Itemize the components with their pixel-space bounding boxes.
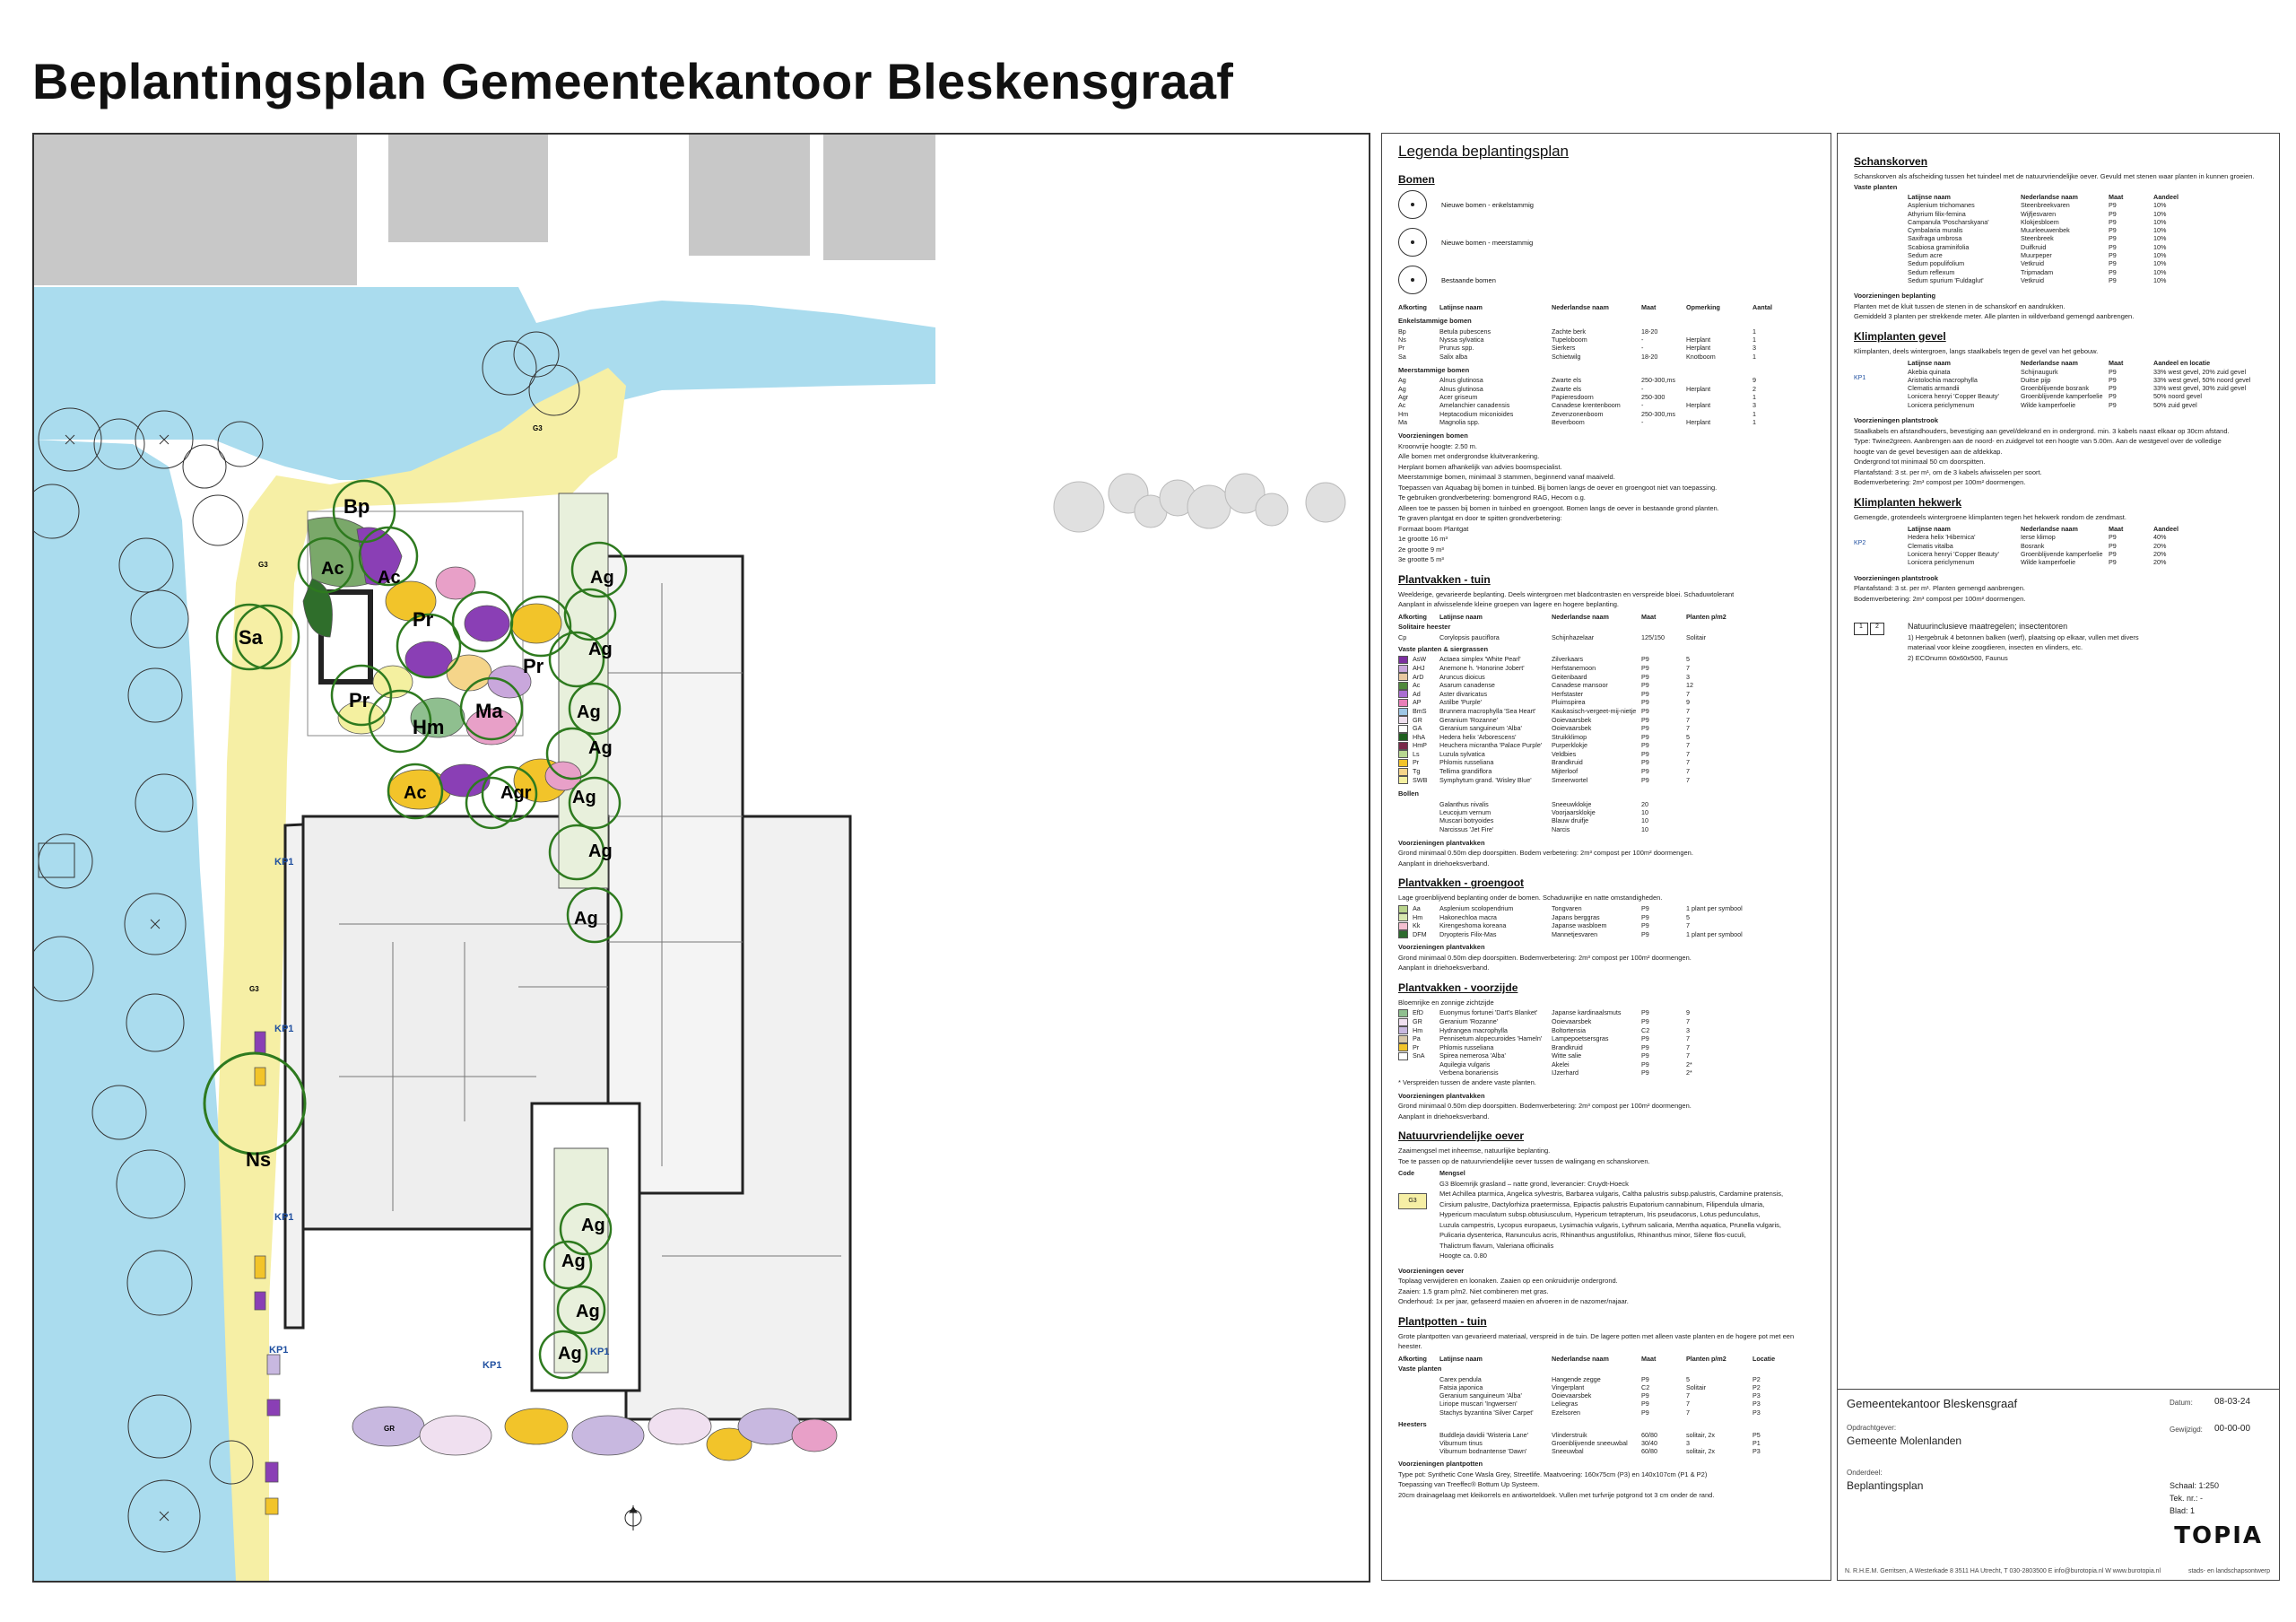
tuin-solitair-label: Solitaire heester bbox=[1398, 623, 1451, 632]
table-row: Sedum spurium 'Fuldaglut' Vetkruid P9 10% bbox=[1908, 275, 2167, 284]
table-row: Galanthus nivalis Sneeuwklokje 20 bbox=[1439, 799, 1648, 808]
color-swatch bbox=[1398, 690, 1408, 698]
text-line: Toepassing van Treeffec® Bottum Up Systeem. bbox=[1398, 1480, 1540, 1489]
text-line: Te graven plantgat en door te spitten grondverbetering: bbox=[1398, 514, 1562, 523]
potten-voorz-title: Voorzieningen plantpotten bbox=[1398, 1460, 1483, 1469]
color-swatch bbox=[1398, 682, 1408, 690]
tb-onderdeel-label: Onderdeel: bbox=[1847, 1469, 1883, 1477]
table-row: Bp Betula pubescens Zachte berk 18-20 1 bbox=[1398, 327, 1756, 336]
color-swatch bbox=[1398, 905, 1408, 913]
plant-row: Hm Hakonechloa macra Japans berggras P9 5 bbox=[1398, 913, 1818, 922]
table-row: Viburnum tinus Groenblijvende sneeuwbal 30/40 3 P1 bbox=[1439, 1438, 1761, 1447]
table-row: Cymbalaria muralis Muurleeuwenbek P9 10% bbox=[1908, 226, 2167, 235]
water-canal-side bbox=[34, 440, 245, 1581]
tuin-desc bbox=[1398, 590, 1818, 609]
table-row: Athyrium filix-femina Wijfjesvaren P9 10% bbox=[1908, 209, 2167, 218]
bollen-label: Bollen bbox=[1398, 789, 1419, 798]
symbol-existing: Bestaande bomen bbox=[1398, 266, 1818, 294]
plant-row: AHJ Anemone h. 'Honorine Jobert' Herfstanemoon P9 7 bbox=[1398, 664, 1818, 673]
color-swatch bbox=[1398, 913, 1408, 921]
color-swatch bbox=[1398, 733, 1408, 741]
oever-header: Code Mengsel bbox=[1398, 1169, 1465, 1178]
existing-building-3 bbox=[689, 135, 810, 256]
color-swatch bbox=[1398, 1035, 1408, 1043]
label-hm: Hm bbox=[413, 716, 445, 738]
plant-row: GA Geranium sanguineum 'Alba' Ooievaarsbek P9 7 bbox=[1398, 724, 1818, 733]
text-line: Aanplant in driehoeksverband. bbox=[1398, 859, 1490, 868]
color-swatch bbox=[1398, 725, 1408, 733]
table-row: Fatsia japonica Vingerplant C2 Solitair P2 bbox=[1439, 1382, 1761, 1391]
klimgevel-voorz bbox=[1854, 427, 2266, 487]
text-line: Luzula campestris, Lycopus europaeus, Lysimachia vulgaris, Lythrum salicaria, Mentha aquatica, Prunella vulgaris, bbox=[1439, 1220, 1782, 1229]
legend-title: Legenda beplantingsplan bbox=[1398, 143, 1570, 160]
natuur-block bbox=[1854, 621, 2266, 664]
kp2-code: KP2 bbox=[1854, 540, 1866, 547]
existing-building-1 bbox=[34, 135, 357, 285]
oever-voorz-title: Voorzieningen oever bbox=[1398, 1266, 1465, 1275]
tb-project: Gemeentekantoor Bleskensgraaf bbox=[1847, 1397, 2018, 1410]
text-line: Formaat boom Plantgat bbox=[1398, 524, 1469, 533]
oever-row bbox=[1398, 1178, 1818, 1262]
text-line: Gemiddeld 3 planten per strekkende meter. Alle planten in wildverband gemengd aanbrengen. bbox=[1854, 312, 2135, 321]
groengoot-strip-east bbox=[559, 493, 608, 888]
plant-row: GR Geranium 'Rozanne' Ooievaarsbek P9 7 bbox=[1398, 716, 1818, 725]
klimhek-desc: Gemengde, grotendeels wintergroene klimplanten tegen het hekwerk rondom de zendmast. bbox=[1854, 512, 2126, 521]
table-row: Geranium sanguineum 'Alba' Ooievaarsbek P9 7 P3 bbox=[1439, 1391, 1761, 1400]
klimhek-rows bbox=[1908, 533, 2252, 566]
klimhek-body bbox=[1854, 533, 2266, 566]
table-row: Lonicera henryi 'Copper Beauty' Groenblijvende kamperfoelie P9 50% noord gevel bbox=[1908, 392, 2202, 401]
label-ag-3: Ag bbox=[577, 702, 601, 722]
table-row: Buddleja davidii 'Wisteria Lane' Vlinderstruik 60/80 solitair, 2x P5 bbox=[1439, 1430, 1761, 1439]
tb-opdrachtgever-label: Opdrachtgever: bbox=[1847, 1424, 1897, 1432]
bomen-rows1 bbox=[1398, 327, 1818, 361]
text-line: Staalkabels en afstandhouders, bevestiging aan gevel/dekrand en in ondergrond. min. 3 kabels naast elkaar op 30cm afstand. bbox=[1854, 426, 2230, 435]
plant-row: Ls Luzula sylvatica Veldbies P9 7 bbox=[1398, 750, 1818, 759]
plant-row: SWB Symphytum grand. 'Wisley Blue' Smeerwortel P9 7 bbox=[1398, 776, 1818, 785]
schans-voorz bbox=[1854, 302, 2266, 321]
text-line: Meerstammige bomen, minimaal 3 stammen, beginnend vanaf maaiveld. bbox=[1398, 473, 1615, 482]
label-ac-2: Ac bbox=[378, 568, 401, 588]
label-ac-3: Ac bbox=[404, 783, 427, 803]
natuur-code-1: 1 bbox=[1854, 623, 1868, 635]
text-line: Aanplant in driehoeksverband. bbox=[1398, 1112, 1490, 1121]
plant-row: Pa Pennisetum alopecuroides 'Hameln' Lampepoetsersgras P9 7 bbox=[1398, 1034, 1818, 1043]
label-kp1-f: KP1 bbox=[483, 1360, 502, 1371]
klimhek-voorz-title: Voorzieningen plantstrook bbox=[1854, 573, 1939, 582]
label-bp: Bp bbox=[344, 495, 370, 518]
map-drawing bbox=[34, 135, 1369, 1581]
label-g3-c: G3 bbox=[249, 985, 259, 993]
text-line: Toplaag verwijderen en loonaken. Zaaien op een onkruidvrije ondergrond. bbox=[1398, 1277, 1618, 1286]
klimhek-heading: Klimplanten hekwerk bbox=[1854, 495, 1962, 509]
g3-swatch: G3 bbox=[1398, 1193, 1427, 1209]
label-pr-2: Pr bbox=[523, 655, 544, 677]
potten-table-header: Afkorting Latijnse naam Nederlandse naam Maat Planten p/m2 Locatie bbox=[1398, 1354, 1776, 1363]
text-line: Type pot: Synthetic Cone Wasla Grey, Streetlife. Maatvoering: 160x75cm (P3) en 140x107cm (P1 & P2) bbox=[1398, 1469, 1708, 1478]
legend-panel bbox=[1381, 133, 1831, 1581]
text-line: Hypericum maculatum subsp.obtusiusculum, Hypericum tetrapterum, Iris pseudacorus, Lotus pedunculatus, bbox=[1439, 1210, 1761, 1219]
table-row: Saxifraga umbrosa Steenbreek P9 10% bbox=[1908, 234, 2167, 243]
table-row: Stachys byzantina 'Silver Carpet' Ezelsoren P9 7 P3 bbox=[1439, 1408, 1761, 1417]
label-ag-10: Ag bbox=[576, 1302, 600, 1321]
text-line: hoogte van de gevel bevestigen aan de afdekkap. bbox=[1854, 447, 2003, 456]
plant-row: Ad Aster divaricatus Herfstaster P9 7 bbox=[1398, 690, 1818, 699]
label-ag-4: Ag bbox=[588, 738, 613, 758]
table-row: Ag Alnus glutinosa Zwarte els - Herplant 2 bbox=[1398, 384, 1756, 393]
tb-gewijzigd: 00-00-00 bbox=[2214, 1424, 2251, 1434]
table-row: Leucojum vernum Voorjaarsklokje 10 bbox=[1439, 808, 1648, 817]
tuin-rows bbox=[1398, 655, 1818, 784]
table-row: Cp Corylopsis pauciflora Schijnhazelaar 125/150 Solitair bbox=[1398, 632, 1706, 641]
text-line: Grond minimaal 0.50m diep doorspitten. Bodemverbetering: 2m³ compost per 100m² doormengen. bbox=[1398, 1102, 1692, 1111]
label-sa: Sa bbox=[239, 626, 263, 649]
oever-desc bbox=[1398, 1147, 1818, 1165]
bomen-group2: Meerstammige bomen bbox=[1398, 365, 1470, 374]
plant-row: Aquilegia vulgaris Akelei P9 2* bbox=[1439, 1060, 1692, 1068]
table-row: Ma Magnolia spp. Beverboom - Herplant 1 bbox=[1398, 417, 1756, 426]
table-row: Ns Nyssa sylvatica Tupeloboom - Herplant 1 bbox=[1398, 336, 1756, 344]
table-row: Sa Salix alba Schietwilg 18-20 Knotboom 1 bbox=[1398, 352, 1756, 361]
label-ag-1: Ag bbox=[590, 568, 614, 588]
voorzijde-rows bbox=[1398, 1008, 1818, 1077]
table-row: Sedum populifolium Vetkruid P9 10% bbox=[1908, 259, 2167, 268]
groengoot-voorz bbox=[1398, 954, 1818, 972]
color-swatch bbox=[1398, 759, 1408, 767]
schans-desc: Schanskorven als afscheiding tussen het tuindeel met de natuurvriendelijke oever. Gevuld met stenen waar planten in kunnen groeien. bbox=[1854, 172, 2255, 180]
label-g3-b: G3 bbox=[533, 424, 543, 432]
label-pr-3: Pr bbox=[349, 689, 370, 711]
text-line: Herplant bomen afhankelijk van advies boomspecialist. bbox=[1398, 462, 1562, 471]
schans-voorz-title: Voorzieningen beplanting bbox=[1854, 292, 1936, 301]
table-row: Ac Amelanchier canadensis Canadese krentenboom - Herplant 3 bbox=[1398, 401, 1756, 410]
klimgevel-rows bbox=[1908, 368, 2252, 409]
text-line: Alle bomen met ondergrondse kluitverankering. bbox=[1398, 452, 1540, 461]
label-gr: GR bbox=[384, 1425, 395, 1433]
text-line: Plantafstand: 3 st. per m¹. Planten gemengd aanbrengen. bbox=[1854, 584, 2025, 593]
groengoot-heading: Plantvakken - groengoot bbox=[1398, 876, 1525, 890]
text-line: Weelderige, gevarieerde beplanting. Deels wintergroen met bladcontrasten en verspreide bloei. Schaduwtolerant bbox=[1398, 589, 1735, 598]
existing-building-4 bbox=[823, 135, 935, 260]
schans-heading: Schanskorven bbox=[1854, 155, 1928, 168]
plant-row: ArD Aruncus dioicus Geitenbaard P9 3 bbox=[1398, 673, 1818, 682]
text-line: 3e grootte 5 m³ bbox=[1398, 555, 1444, 564]
text-line: 1e grootte 16 m³ bbox=[1398, 535, 1448, 544]
title-block bbox=[1837, 1389, 2280, 1581]
tb-onderdeel: Beplantingsplan bbox=[1847, 1479, 1924, 1492]
klimhek-header: Latijnse naam Nederlandse naam Maat Aandeel bbox=[1908, 525, 2179, 534]
symbol-multi-trunk: Nieuwe bomen - meerstammig bbox=[1398, 228, 1818, 257]
schans-rows bbox=[1854, 201, 2266, 284]
color-swatch bbox=[1398, 716, 1408, 724]
text-line: Ondergrond tot minimaal 50 cm doorspitten. bbox=[1854, 458, 1986, 467]
table-row: Scabiosa graminifolia Duifkruid P9 10% bbox=[1908, 242, 2167, 251]
oever-heading: Natuurvriendelijke oever bbox=[1398, 1129, 1525, 1143]
text-line: Aanplant in driehoeksverband. bbox=[1398, 964, 1490, 972]
table-row: Sedum acre Muurpeper P9 10% bbox=[1908, 251, 2167, 260]
north-arrow-icon bbox=[625, 1505, 641, 1530]
oever-mengsel bbox=[1439, 1178, 1816, 1262]
color-swatch bbox=[1398, 656, 1408, 664]
label-ag-5: Ag bbox=[572, 788, 596, 807]
plant-row: Tg Tellima grandiflora Mijterloof P9 7 bbox=[1398, 767, 1818, 776]
text-line: Toe te passen op de natuurvriendelijke oever tussen de walingang en schanskorven. bbox=[1398, 1156, 1650, 1165]
groengoot-rows bbox=[1398, 904, 1818, 938]
text-line: Zaaimengsel met inheemse, natuurlijke beplanting. bbox=[1398, 1147, 1551, 1155]
color-swatch bbox=[1398, 750, 1408, 758]
table-row: Carex pendula Hangende zegge P9 5 P2 bbox=[1439, 1374, 1761, 1383]
bomen-table-header: Afkorting Latijnse naam Nederlandse naam Maat Opmerking Aantal bbox=[1398, 303, 1772, 311]
text-line: Thalictrum flavum, Valeriana officinalis bbox=[1439, 1241, 1554, 1250]
plant-row: Kk Kirengeshoma koreana Japanse wasbloem P9 7 bbox=[1398, 921, 1818, 930]
color-swatch bbox=[1398, 930, 1408, 938]
label-kp1-c: KP1 bbox=[274, 1212, 294, 1223]
tb-blad: Blad: 1 bbox=[2170, 1506, 2196, 1515]
tuin-vaste-label: Vaste planten & siergrassen bbox=[1398, 644, 1489, 653]
tuin-table-header: Afkorting Latijnse naam Nederlandse naam Maat Planten p/m2 bbox=[1398, 612, 1726, 621]
text-line: 2) ECOnumn 60x60x500, Faunus bbox=[1908, 653, 2008, 662]
color-swatch bbox=[1398, 708, 1408, 716]
schans-vaste-label: Vaste planten bbox=[1854, 182, 1898, 191]
plant-row: GR Geranium 'Rozanne' Ooievaarsbek P9 7 bbox=[1398, 1017, 1818, 1026]
color-swatch bbox=[1398, 1026, 1408, 1034]
plant-row: Aa Asplenium scolopendrium Tongvaren P9 1 plant per symbool bbox=[1398, 904, 1818, 913]
plant-row: Hm Hydrangea macrophylla Boltortensia C2 3 bbox=[1398, 1026, 1818, 1035]
voorzijde-heading: Plantvakken - voorzijde bbox=[1398, 981, 1518, 994]
text-line: Met Achillea ptarmica, Angelica sylvestris, Barbarea vulgaris, Caltha palustris subsp.palustris, Cardamine pratensis, bbox=[1439, 1190, 1784, 1199]
voorzijde-desc: Bloemrijke en zonnige zichtzijde bbox=[1398, 998, 1494, 1007]
tuin-solitair bbox=[1398, 633, 1818, 641]
potten-heading: Plantpotten - tuin bbox=[1398, 1314, 1487, 1328]
text-line: Bodemverbetering: 2m³ compost per 100m² doormengen. bbox=[1854, 594, 2026, 603]
plant-row: AP Astilbe 'Purple' Pluimspirea P9 9 bbox=[1398, 698, 1818, 707]
existing-bushes bbox=[1054, 474, 1345, 532]
tuin-voorz bbox=[1398, 849, 1818, 868]
potten-desc bbox=[1398, 1332, 1818, 1351]
plant-row: HhA Hedera helix 'Arborescens' Struikklimop P9 5 bbox=[1398, 733, 1818, 742]
klimgevel-voorz-title: Voorzieningen plantstrook bbox=[1854, 416, 1939, 425]
plant-row: SnA Spirea nemerosa 'Alba' Witte salie P9 7 bbox=[1398, 1051, 1818, 1060]
planting-plan-map bbox=[32, 133, 1370, 1583]
label-kp1-d: KP1 bbox=[269, 1345, 289, 1356]
natuur-code-2: 2 bbox=[1870, 623, 1884, 635]
table-row: Sedum reflexum Tripmadam P9 10% bbox=[1908, 267, 2167, 276]
text-line: heester. bbox=[1398, 1342, 1422, 1351]
text-line: Aanplant in afwisselende kleine groepen van lagere en hogere beplanting. bbox=[1398, 600, 1620, 609]
water-channel bbox=[34, 458, 48, 619]
groengoot-desc: Lage groenblijvend beplanting onder de bomen. Schaduwrijke en natte omstandigheden. bbox=[1398, 894, 1663, 903]
table-row: Liriope muscari 'Ingwersen' Leliegras P9 7 P3 bbox=[1439, 1400, 1761, 1408]
symbol-single-trunk: Nieuwe bomen - enkelstammig bbox=[1398, 190, 1818, 219]
kp1-code: KP1 bbox=[1854, 374, 1866, 381]
voorzijde-voorz bbox=[1398, 1102, 1818, 1121]
plant-row: DFM Dryopteris Filix-Mas Mannetjesvaren P9 1 plant per symbool bbox=[1398, 930, 1818, 939]
klimgevel-heading: Klimplanten gevel bbox=[1854, 329, 1946, 343]
color-swatch bbox=[1398, 665, 1408, 673]
text-line: Pulicaria dysenterica, Ranunculus acris, Rhinanthus angustifolius, Rhinanthus minor, Silene flos-cuculi, bbox=[1439, 1231, 1746, 1240]
label-kp1-e: KP1 bbox=[590, 1347, 610, 1357]
text-line: Grote plantpotten van gevarieerd materiaal, verspreid in de tuin. De lagere potten met alleen vaste planten en de hogere pot met een bbox=[1398, 1331, 1795, 1340]
tb-tek: Tek. nr.: - bbox=[2170, 1494, 2204, 1503]
text-line: 2e grootte 9 m³ bbox=[1398, 545, 1444, 554]
color-swatch bbox=[1398, 1043, 1408, 1051]
text-line: G3 Bloemrijk grasland – natte grond, leverancier: Cruydt-Hoeck bbox=[1439, 1179, 1629, 1188]
bomen-voorz bbox=[1398, 442, 1818, 564]
table-row: Aristolochia macrophylla Duitse pijp P9 33% west gevel, 50% noord gevel bbox=[1908, 375, 2251, 384]
potten-rows bbox=[1398, 1375, 1818, 1417]
potten-heesters-label: Heesters bbox=[1398, 1420, 1427, 1429]
plant-row: Pr Phlomis russeliana Brandkruid P9 7 bbox=[1398, 758, 1818, 767]
label-agr: Agr bbox=[500, 783, 532, 803]
label-ns: Ns bbox=[246, 1148, 272, 1171]
label-ag-9: Ag bbox=[561, 1251, 586, 1271]
voorzijde-voorz-title: Voorzieningen plantvakken bbox=[1398, 1091, 1485, 1100]
label-ag-6: Ag bbox=[588, 842, 613, 861]
topia-logo: TOPIA bbox=[2174, 1522, 2263, 1549]
tuin-voorz-title: Voorzieningen plantvakken bbox=[1398, 838, 1485, 847]
table-row: Asplenium trichomanes Steenbreekvaren P9 10% bbox=[1908, 201, 2167, 210]
page-title: Beplantingsplan Gemeentekantoor Bleskensgraaf bbox=[32, 53, 1234, 109]
table-row: Pr Prunus spp. Sierkers - Herplant 3 bbox=[1398, 344, 1756, 353]
tb-gewijzigd-label: Gewijzigd: bbox=[2170, 1426, 2203, 1434]
tb-opdrachtgever: Gemeente Molenlanden bbox=[1847, 1435, 1962, 1447]
color-swatch bbox=[1398, 1052, 1408, 1060]
text-line: Kroonvrije hoogte: 2.50 m. bbox=[1398, 441, 1477, 450]
existing-tree-icon bbox=[1398, 266, 1427, 294]
text-line: Planten met de kluit tussen de stenen in de schanskorf en aandrukken. bbox=[1854, 301, 2066, 310]
bomen-heading: Bomen bbox=[1398, 173, 1435, 186]
plant-row: EfD Euonymus fortunei 'Dart's Blanket' Japanse kardinaalsmuts P9 9 bbox=[1398, 1008, 1818, 1017]
label-ag-8: Ag bbox=[581, 1216, 605, 1235]
table-row: Clematis vitalba Bosrank P9 20% bbox=[1908, 541, 2167, 550]
natuur-codes bbox=[1854, 621, 1908, 664]
table-row: Muscari botryoides Blauw druifje 10 bbox=[1439, 816, 1648, 825]
color-swatch bbox=[1398, 742, 1408, 750]
tb-schaal: Schaal: 1:250 bbox=[2170, 1481, 2220, 1490]
label-ma: Ma bbox=[475, 700, 503, 722]
bollen-rows bbox=[1398, 800, 1818, 833]
plant-row: BmS Brunnera macrophylla 'Sea Heart' Kaukasisch-vergeet-mij-nietje P9 7 bbox=[1398, 707, 1818, 716]
text-line: Zaaien: 1.5 gram p/m2. Niet combineren met gras. bbox=[1398, 1286, 1549, 1295]
color-swatch bbox=[1398, 673, 1408, 681]
table-row: Campanula 'Poscharskyana' Klokjesbloem P9 10% bbox=[1908, 217, 2167, 226]
tuin-heading: Plantvakken - tuin bbox=[1398, 572, 1491, 586]
potten-voorz bbox=[1398, 1470, 1818, 1500]
tb-footer: N. R.H.E.M. Gerritsen, A Westerkade 8 3511 HA Utrecht, T 030-2803500 E info@burotopia.nl W www.burotopia.nl bbox=[1845, 1568, 2161, 1574]
table-row: Clematis armandii Groenblijvende bosrank P9 33% west gevel, 30% zuid gevel bbox=[1908, 384, 2247, 393]
text-line: Cirsium palustre, Dactylorhiza praetermissa, Epipactis palustris Eupatorium cannabinum, Filipendula ulmaria, bbox=[1439, 1199, 1765, 1208]
label-ag-2: Ag bbox=[588, 640, 613, 659]
multi-trunk-tree-icon bbox=[1398, 228, 1427, 257]
plant-row: Verbena bonariensis IJzerhard P9 2* bbox=[1439, 1068, 1692, 1077]
klimgevel-header: Latijnse naam Nederlandse naam Maat Aandeel en locatie bbox=[1908, 359, 2211, 368]
single-trunk-tree-icon bbox=[1398, 190, 1427, 219]
table-row: Lonicera periclymenum Wilde kamperfoelie P9 20% bbox=[1908, 558, 2167, 567]
right-legend-panel bbox=[1837, 133, 2280, 1391]
building-wing-east bbox=[590, 556, 743, 1193]
table-row: Akebia quinata Schijnaugurk P9 33% west gevel, 20% zuid gevel bbox=[1908, 367, 2247, 376]
table-row: Lonicera periclymenum Wilde kamperfoelie P9 50% zuid gevel bbox=[1908, 400, 2197, 409]
label-kp1-b: KP1 bbox=[274, 1024, 294, 1034]
table-row: Hedera helix 'Hibernica' Ierse klimop P9 40% bbox=[1908, 533, 2167, 542]
bomen-rows2 bbox=[1398, 376, 1818, 426]
plant-row: AsW Actaea simplex 'White Pearl' Zilverkaars P9 5 bbox=[1398, 655, 1818, 664]
color-swatch bbox=[1398, 699, 1408, 707]
table-row: Lonicera henryi 'Copper Beauty' Groenblijvende kamperfoelie P9 20% bbox=[1908, 549, 2167, 558]
tb-datum-label: Datum: bbox=[2170, 1399, 2193, 1407]
label-ag-7: Ag bbox=[574, 909, 598, 929]
klimgevel-body bbox=[1854, 368, 2266, 409]
text-line: Type: Twine2green. Aanbrengen aan de noord- en zuidgevel tot een hoogte van 5.00m. Aan de westgevel over de volledige bbox=[1854, 437, 2222, 446]
text-line: Te gebruiken grondverbetering: bomengrond RAG, Hecom o.g. bbox=[1398, 493, 1586, 502]
text-line: Alleen toe te passen bij bomen in tuinbed en groengoot. Bomen langs de oever in bestaande grond planten. bbox=[1398, 503, 1719, 512]
table-row: Agr Acer griseum Papieresdoorn 250-300 1 bbox=[1398, 393, 1756, 402]
bomen-voorz-title: Voorzieningen bomen bbox=[1398, 432, 1468, 440]
text-line: Grond minimaal 0.50m diep doorspitten. Bodemverbetering: 2m³ compost per 100m² doormengen. bbox=[1398, 953, 1692, 962]
color-swatch bbox=[1398, 776, 1408, 784]
oever-voorz bbox=[1398, 1277, 1818, 1306]
label-ac-1: Ac bbox=[321, 559, 344, 579]
schans-header: Latijnse naam Nederlandse naam Maat Aandeel bbox=[1908, 193, 2179, 201]
natuur-items bbox=[1908, 633, 2139, 663]
color-swatch bbox=[1398, 922, 1408, 930]
existing-building-2 bbox=[388, 135, 548, 242]
color-swatch bbox=[1398, 1018, 1408, 1026]
color-swatch bbox=[1398, 1009, 1408, 1017]
potten-vaste-label: Vaste planten bbox=[1398, 1365, 1442, 1373]
bomen-group1: Enkelstammige bomen bbox=[1398, 317, 1472, 326]
text-line: Toepassen van Aquabag bij bomen in tuinbed. Bij bomen langs de oever en groengoot niet van toepassing. bbox=[1398, 483, 1718, 492]
text-line: Grond minimaal 0.50m diep doorspitten. Bodem verbetering: 2m³ compost per 100m² doormengen. bbox=[1398, 849, 1693, 858]
plant-row: Ac Asarum canadense Canadese mansoor P9 12 bbox=[1398, 681, 1818, 690]
table-row: Narcissus 'Jet Fire' Narcis 10 bbox=[1439, 824, 1648, 833]
text-line: Bodemverbetering: 2m³ compost per 100m² doormengen. bbox=[1854, 478, 2026, 487]
text-line: 1) Hergebruik 4 betonnen balken (werf), plaatsing op elkaar, vullen met divers bbox=[1908, 632, 2139, 641]
text-line: Plantafstand: 3 st. per m¹, om de 3 kabels afwisselen per soort. bbox=[1854, 467, 2042, 476]
plant-row: HmP Heuchera micrantha 'Palace Purple' Purperklokje P9 7 bbox=[1398, 741, 1818, 750]
plant-row: Pr Phlomis russeliana Brandkruid P9 7 bbox=[1398, 1043, 1818, 1052]
potten-heesters bbox=[1398, 1431, 1818, 1456]
text-line: Onderhoud: 1x per jaar, gefaseerd maaien en afvoeren in de nazomer/najaar. bbox=[1398, 1297, 1629, 1306]
tb-datum: 08-03-24 bbox=[2214, 1397, 2251, 1407]
tb-footer-2: stads- en landschapsontwerp bbox=[2187, 1568, 2270, 1574]
label-kp1-a: KP1 bbox=[274, 857, 294, 868]
text-line: materiaal voor kleine zoogdieren, insecten en vlinders, etc. bbox=[1908, 643, 2083, 652]
groengoot-voorz-title: Voorzieningen plantvakken bbox=[1398, 943, 1485, 952]
text-line: 20cm drainagelaag met kleikorrels en antiworteldoek. Vullen met turfvrije potgrond tot 3 cm onder de rand. bbox=[1398, 1490, 1715, 1499]
color-swatch bbox=[1398, 768, 1408, 776]
label-pr-1: Pr bbox=[413, 608, 434, 631]
label-ag-11: Ag bbox=[558, 1344, 582, 1364]
label-g3-a: G3 bbox=[258, 561, 268, 569]
natuur-heading: Natuurinclusieve maatregelen; insectentoren bbox=[1908, 622, 2068, 632]
table-row: Viburnum bodnantense 'Dawn' Sneeuwbal 60/80 solitair, 2x P3 bbox=[1439, 1447, 1761, 1456]
klimgevel-desc: Klimplanten, deels wintergroen, langs staalkabels tegen de gevel van het gebouw. bbox=[1854, 346, 2099, 355]
klimhek-voorz bbox=[1854, 584, 2266, 603]
table-row: Hm Heptacodium miconioides Zevenzonenboom 250-300,ms 1 bbox=[1398, 409, 1756, 418]
text-line: Hoogte ca. 0.80 bbox=[1439, 1251, 1487, 1260]
table-row: Ag Alnus glutinosa Zwarte els 250-300,ms 9 bbox=[1398, 376, 1756, 385]
voorzijde-note: * Verspreiden tussen de andere vaste planten. bbox=[1398, 1078, 1536, 1087]
